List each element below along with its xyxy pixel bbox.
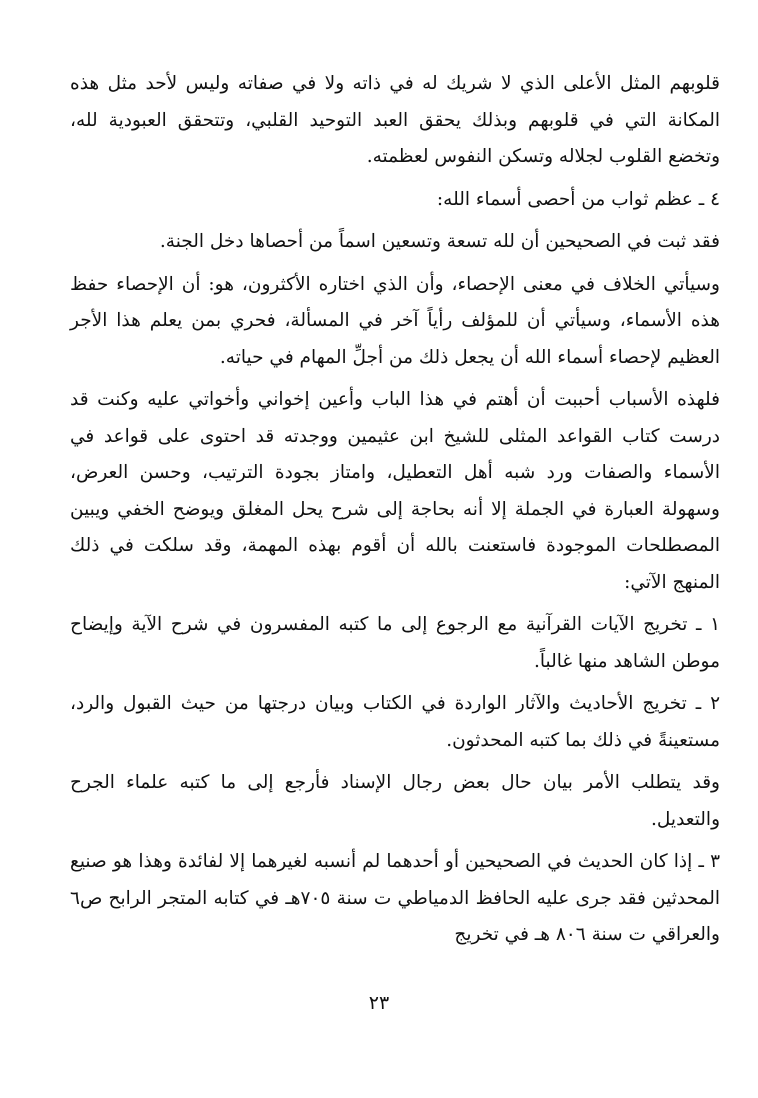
paragraph-sahihain: فقد ثبت في الصحيحين أن لله تسعة وتسعين اسماً من أحصاها دخل الجنة. [159,231,720,252]
paragraph-method-2: ٢ ـ تخريج الأحاديث والآثار الواردة في الكتاب وبيان درجتها من حيث القبول والرد، مستعينةً في ذلك بما كتبه المحدثون. [70,693,720,751]
page-number: ٢٣ [368,992,390,1014]
paragraph-heading-4: ٤ ـ عظم ثواب من أحصى أسماء الله: [436,188,720,210]
body-text [70,66,720,960]
paragraph-method-3: ٣ ـ إذا كان الحديث في الصحيحين أو أحدهما لم أنسبه لغيرهما إلا لفائدة وهذا هو صنيع المحدثين فقد جرى عليه الحافظ الدمياطي ت سنة ٧٠٥هـ في كتابه المتجر الرابح ص٦ والعراقي ت سنة ٨٠٦ هـ في تخريج [70,851,720,945]
paragraph-isnad: وقد يتطلب الأمر بيان حال بعض رجال الإسناد فأرجع إلى ما كتبه علماء الجرح والتعديل. [70,772,720,830]
paragraph-reasons: فلهذه الأسباب أحببت أن أهتم في هذا الباب وأعين إخواني وأخواتي عليه وكنت قد درست كتاب القواعد المثلى للشيخ ابن عثيمين ووجدته قد احتوى على قواعد في الأسماء والصفات ورد شبه أهل التعطيل، وامتاز بجودة الترتيب، وحسن العرض، وسهولة العبارة في الجملة إلا أنه بحاجة إلى شرح يحل المغلق ويوضح الخفي ويبين المصطلحات الموجودة فاستعنت بالله أن أقوم بهذه المهمة، وقد سلكت في ذلك المنهج الآتي: [70,389,720,593]
paragraph-ihsaa: وسيأتي الخلاف في معنى الإحصاء، وأن الذي اختاره الأكثرون، هو: أن الإحصاء حفظ هذه الأسماء، وسيأتي أن للمؤلف رأياً آخر في المسألة، فحري بمن يعلم هذا الأجر العظيم لإحصاء أسماء الله أن يجعل ذلك من أجلِّ المهام في حياته. [70,273,720,368]
paragraph-method-1: ١ ـ تخريج الآيات القرآنية مع الرجوع إلى ما كتبه المفسرون في شرح الآية وإيضاح موطن الشاهد منها غالباً. [70,614,720,672]
paragraph-closing-sentence: قلوبهم المثل الأعلى الذي لا شريك له في ذاته ولا في صفاته وليس لأحد مثل هذه المكانة التي في قلوبهم وبذلك يحقق العبد التوحيد القلبي، وتتحقق العبودية لله، وتخضع القلوب لجلاله وتسكن النفوس لعظمته. [70,73,720,167]
